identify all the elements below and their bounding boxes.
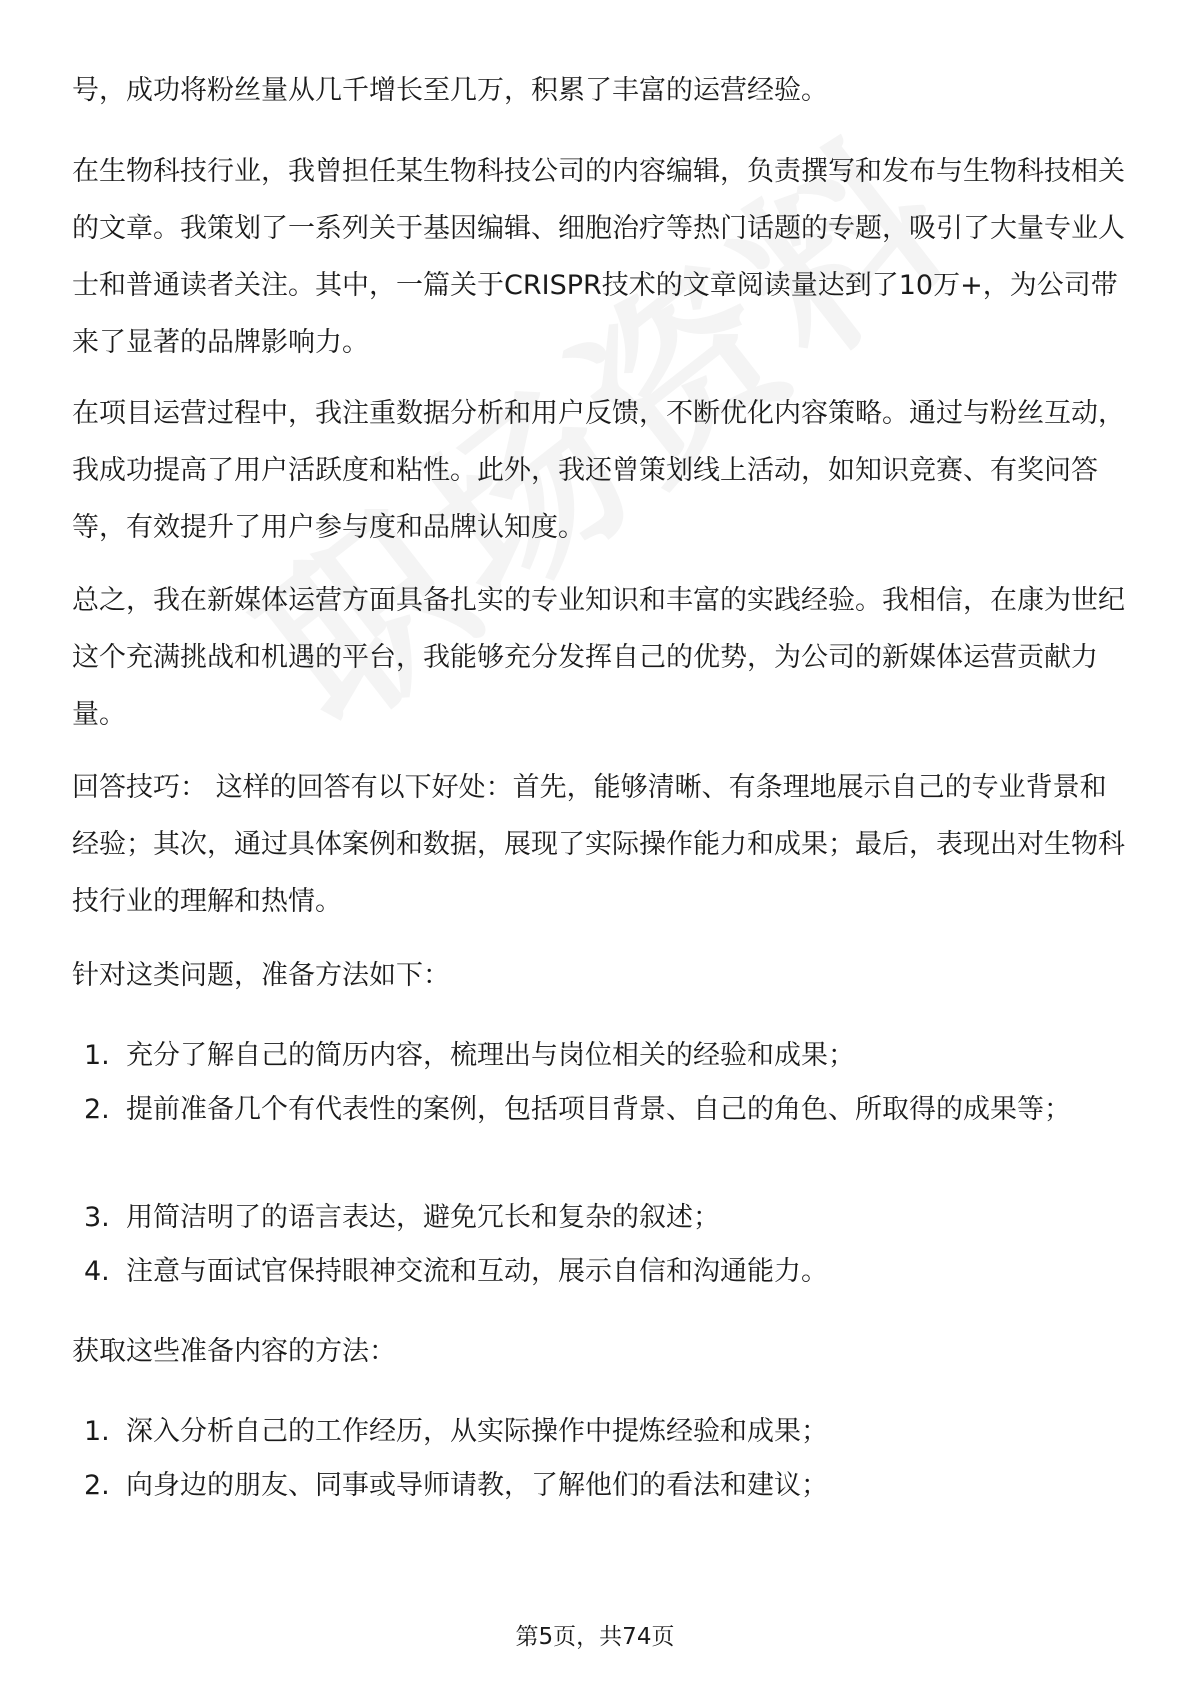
list-item [84,1189,1124,1246]
list-number: 2. [84,1470,110,1501]
paragraph-method-heading: 获取这些准备内容的方法： [72,1336,396,1367]
list-text: 充分了解自己的简历内容，梳理出与岗位相关的经验和成果； [126,1040,855,1071]
page-number-footer: 第5页，共74页 [515,1624,675,1650]
list-number: 4. [84,1256,110,1287]
list-number: 3. [84,1202,110,1233]
paragraph-answer-tips: 回答技巧： 这样的回答有以下好处：首先，能够清晰、有条理地展示自己的专业背景和经验；其次，通过具体案例和数据，展现了实际操作能力和成果；最后，表现出对生物科技行业的理解和热情。 [72,772,1125,917]
paragraph-continuation: 号，成功将粉丝量从几千增长至几万，积累了丰富的运营经验。 [72,75,828,106]
list-number: 2. [84,1094,110,1125]
paragraph-preparation-heading: 针对这类问题，准备方法如下： [72,960,450,991]
paragraph-summary: 总之，我在新媒体运营方面具备扎实的专业知识和丰富的实践经验。我相信，在康为世纪这个充满挑战和机遇的平台，我能够充分发挥自己的优势，为公司的新媒体运营贡献力量。 [72,585,1125,730]
paragraph-biotech-experience: 在生物科技行业，我曾担任某生物科技公司的内容编辑，负责撰写和发布与生物科技相关的文章。我策划了一系列关于基因编辑、细胞治疗等热门话题的专题，吸引了大量专业人士和普通读者关注。其中，一篇关于CRISPR技术的文章阅读量达到了10万+，为公司带来了显著的品牌影响力。 [72,156,1125,358]
list-number: 1. [84,1416,110,1447]
list-text: 用简洁明了的语言表达，避免冗长和复杂的叙述； [126,1202,720,1233]
list-text: 深入分析自己的工作经历，从实际操作中提炼经验和成果； [126,1416,828,1447]
list-item [84,1243,1124,1300]
list-item [84,1403,1124,1460]
list-item [84,1457,1124,1514]
list-item [84,1081,1124,1138]
list-text: 向身边的朋友、同事或导师请教，了解他们的看法和建议； [126,1470,828,1501]
list-text: 提前准备几个有代表性的案例，包括项目背景、自己的角色、所取得的成果等； [126,1094,1071,1125]
list-item [84,1027,1124,1084]
list-text: 注意与面试官保持眼神交流和互动，展示自信和沟通能力。 [126,1256,828,1287]
list-number: 1. [84,1040,110,1071]
paragraph-project-operation: 在项目运营过程中，我注重数据分析和用户反馈，不断优化内容策略。通过与粉丝互动，我成功提高了用户活跃度和粘性。此外，我还曾策划线上活动，如知识竞赛、有奖问答等，有效提升了用户参与度和品牌认知度。 [72,398,1125,543]
